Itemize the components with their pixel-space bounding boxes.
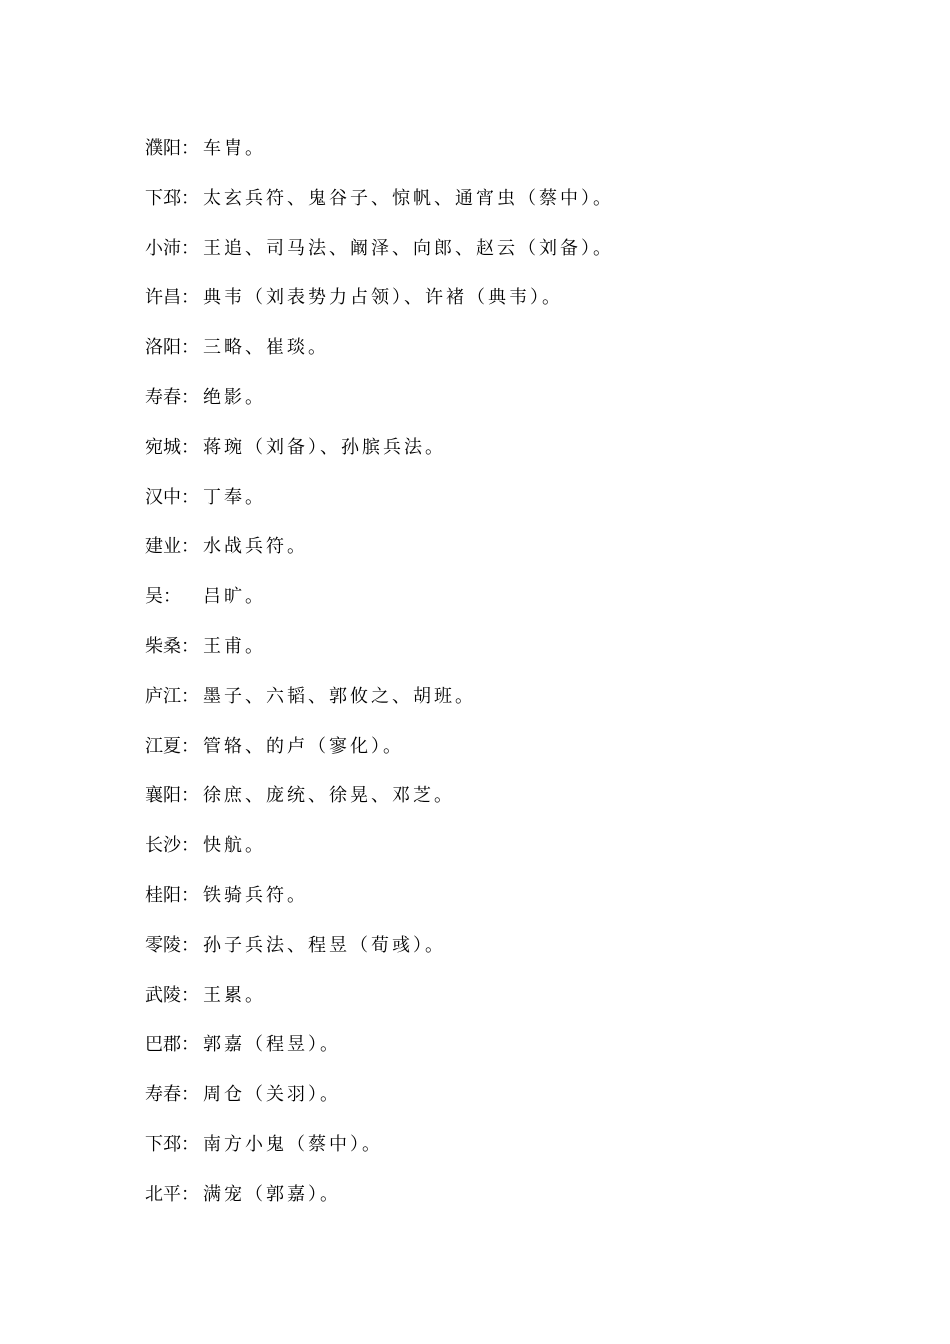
location-items: 徐庶、庞统、徐晃、邓芝。 xyxy=(203,785,455,807)
location-items: 铁骑兵符。 xyxy=(203,884,308,906)
location-items: 快航。 xyxy=(203,835,266,857)
list-item xyxy=(145,783,905,833)
location-name: 吴： xyxy=(145,586,181,608)
list-item xyxy=(145,634,905,684)
list-item xyxy=(145,186,905,236)
location-name: 宛城： xyxy=(145,436,199,458)
location-name: 零陵： xyxy=(145,934,199,956)
location-name: 寿春： xyxy=(145,1084,199,1106)
location-items: 满宠（郭嘉）。 xyxy=(203,1183,341,1205)
location-list xyxy=(145,136,905,1232)
location-name: 洛阳： xyxy=(145,337,199,359)
list-item xyxy=(145,136,905,186)
location-name: 小沛： xyxy=(145,237,199,259)
location-items: 周仓（关羽）。 xyxy=(203,1084,341,1106)
location-items: 墨子、六韬、郭攸之、胡班。 xyxy=(203,685,476,707)
location-name: 柴桑： xyxy=(145,635,199,657)
location-items: 三略、崔琰。 xyxy=(203,337,329,359)
list-item xyxy=(145,734,905,784)
list-item xyxy=(145,335,905,385)
location-items: 水战兵符。 xyxy=(203,536,308,558)
location-name: 寿春： xyxy=(145,386,199,408)
list-item xyxy=(145,883,905,933)
location-items: 王累。 xyxy=(203,984,266,1006)
list-item xyxy=(145,485,905,535)
location-name: 武陵： xyxy=(145,984,199,1006)
list-item xyxy=(145,435,905,485)
location-items: 吕旷。 xyxy=(203,586,266,608)
location-name: 江夏： xyxy=(145,735,199,757)
list-item xyxy=(145,584,905,634)
location-items: 王甫。 xyxy=(203,635,266,657)
location-items: 太玄兵符、鬼谷子、惊帆、通宵虫（蔡中）。 xyxy=(203,187,614,209)
location-name: 下邳： xyxy=(145,187,199,209)
location-items: 郭嘉（程昱）。 xyxy=(203,1034,341,1056)
location-name: 巴郡： xyxy=(145,1034,199,1056)
location-items: 王追、司马法、阚泽、向郎、赵云（刘备）。 xyxy=(203,237,614,259)
location-name: 下邳： xyxy=(145,1133,199,1155)
location-items: 蒋琬（刘备）、孙膑兵法。 xyxy=(203,436,446,458)
location-items: 绝影。 xyxy=(203,386,266,408)
list-item xyxy=(145,983,905,1033)
location-items: 丁奉。 xyxy=(203,486,266,508)
list-item xyxy=(145,1082,905,1132)
list-item xyxy=(145,684,905,734)
list-item xyxy=(145,1182,905,1232)
list-item xyxy=(145,285,905,335)
list-item xyxy=(145,236,905,286)
list-item xyxy=(145,385,905,435)
location-items: 孙子兵法、程昱（荀彧）。 xyxy=(203,934,446,956)
list-item xyxy=(145,933,905,983)
location-name: 庐江： xyxy=(145,685,199,707)
list-item xyxy=(145,833,905,883)
list-item xyxy=(145,1032,905,1082)
location-items: 管辂、的卢（寥化）。 xyxy=(203,735,404,757)
location-name: 北平： xyxy=(145,1183,199,1205)
location-items: 车胄。 xyxy=(203,138,266,159)
location-items: 南方小鬼（蔡中）。 xyxy=(203,1133,383,1155)
location-items: 典韦（刘表势力占领）、许褚（典韦）。 xyxy=(203,287,563,309)
location-name: 许昌： xyxy=(145,287,199,309)
location-name: 桂阳： xyxy=(145,884,199,906)
location-name: 建业： xyxy=(145,536,199,558)
list-item xyxy=(145,534,905,584)
location-name: 襄阳： xyxy=(145,785,199,807)
location-name: 濮阳： xyxy=(145,138,199,159)
location-name: 汉中： xyxy=(145,486,199,508)
location-name: 长沙： xyxy=(145,835,199,857)
list-item xyxy=(145,1132,905,1182)
